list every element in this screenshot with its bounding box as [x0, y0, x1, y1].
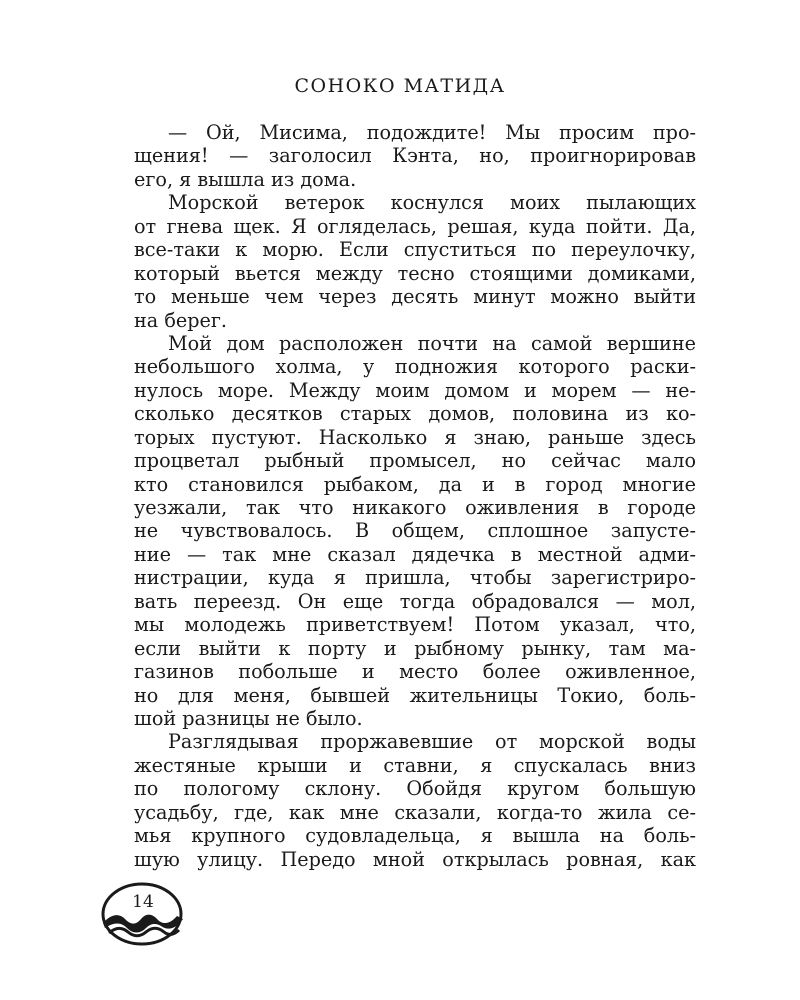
text-line: уезжали, так что никакого оживления в городе — [134, 496, 696, 519]
text-line: мья крупного судовладельца, я вышла на боль- — [134, 824, 696, 848]
text-line: на берег. — [134, 308, 228, 332]
text-line: который вьется между тесно стоящими домиками, — [134, 261, 696, 285]
text-line: нулось море. Между моим домом и морем — не- — [134, 378, 696, 402]
text-line: — Ой, Мисима, подождите! Мы просим про- — [168, 121, 696, 144]
text-line: процветал рыбный промысел, но сейчас мало — [134, 449, 696, 473]
page-number-ornament — [100, 880, 186, 950]
text-line: ние — так мне сказал дядечка в местной адми- — [134, 542, 696, 566]
text-line: Мой дом расположен почти на самой вершине — [168, 331, 696, 355]
wave-icon — [100, 880, 186, 950]
text-line: вать переезд. Он еще тогда обрадовался — мол, — [134, 589, 696, 613]
text-line: по пологому склону. Обойдя кругом большую — [134, 777, 696, 801]
paragraph — [134, 191, 696, 332]
running-head: СОНОКО МАТИДА — [294, 75, 506, 97]
text-line: Морской ветерок коснулся моих пылающих — [168, 191, 696, 215]
text-line: торых пустуют. Насколько я знаю, раньше здесь — [134, 425, 696, 449]
text-line: не чувствовалось. В общем, сплошное запусте- — [134, 519, 696, 543]
text-line: нистрации, куда я пришла, чтобы зарегистриро- — [134, 566, 696, 590]
text-line: щения! — заголосил Кэнта, но, проигнорировав — [134, 144, 696, 168]
text-line: шую улицу. Передо мной открылась ровная, как — [134, 847, 696, 871]
text-line: но для меня, бывшей жительницы Токио, боль- — [134, 683, 696, 707]
paragraph — [134, 730, 696, 871]
paragraph — [134, 121, 696, 191]
text-line: его, я вышла из дома. — [134, 167, 357, 191]
text-line: шой разницы не было. — [134, 706, 363, 730]
text-line: сколько десятков старых домов, половина из ко- — [134, 402, 696, 426]
body-text — [134, 121, 696, 871]
text-line: кто становился рыбаком, да и в город многие — [134, 472, 696, 496]
text-line: жестяные крыши и ставни, я спускалась вниз — [134, 753, 696, 777]
text-line: мы молодежь приветствуем! Потом указал, что, — [134, 613, 696, 637]
text-line: то меньше чем через десять минут можно выйти — [134, 285, 696, 309]
text-line: от гнева щек. Я огляделась, решая, куда пойти. Да, — [134, 214, 696, 238]
page-number: 14 — [132, 892, 154, 912]
text-line: усадьбу, где, как мне сказали, когда-то жила се- — [134, 800, 696, 824]
text-line: небольшого холма, у подножия которого раски- — [134, 355, 696, 379]
text-line: если выйти к порту и рыбному рынку, там ма- — [134, 636, 696, 660]
text-line: газинов побольше и место более оживленное, — [134, 660, 696, 684]
text-line: Разглядывая проржавевшие от морской воды — [168, 730, 696, 754]
text-line: все-таки к морю. Если спуститься по переулочку, — [134, 238, 696, 262]
paragraph — [134, 332, 696, 730]
